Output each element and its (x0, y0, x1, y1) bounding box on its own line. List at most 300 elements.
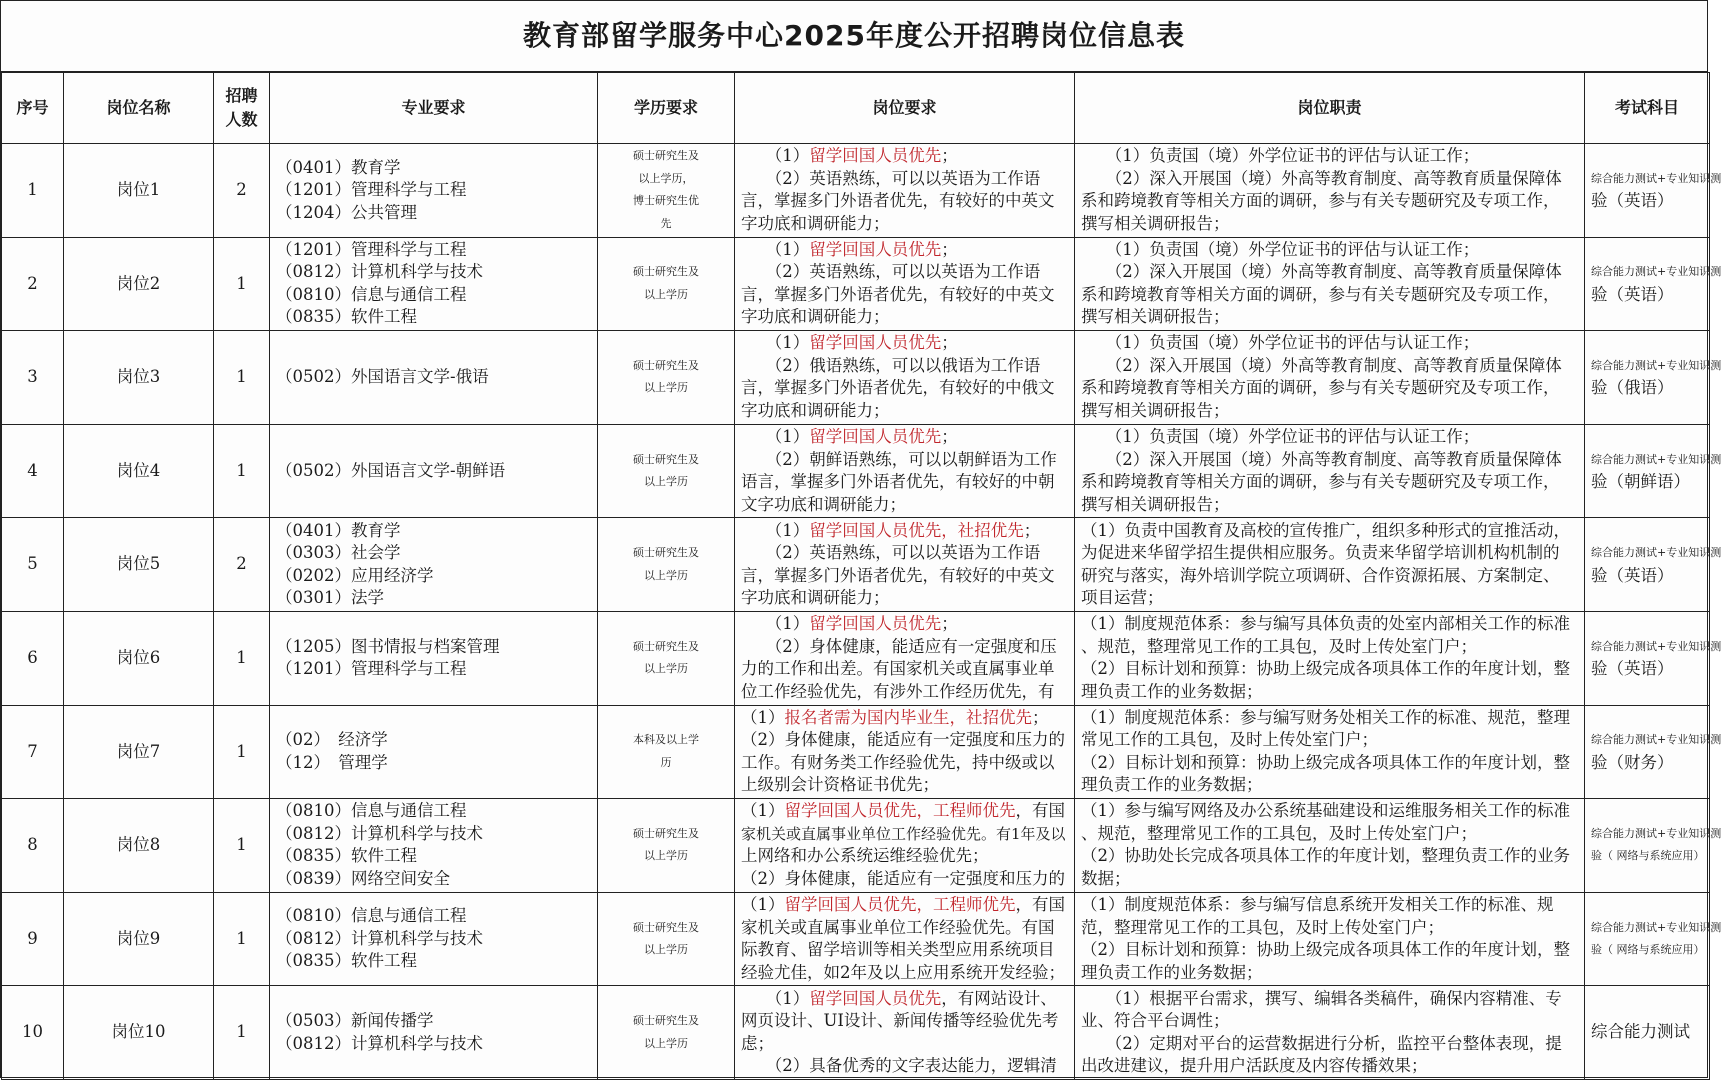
requirement-text: （2）英语熟练，可以以英语为工作语 (765, 168, 1041, 188)
requirement-line (741, 613, 1068, 636)
exam-line: 验（ 网络与系统应用） (1591, 943, 1705, 957)
cell-position-name: 岗位5 (64, 518, 214, 612)
exam-line: 综合能力测试+专业知识测 (1591, 171, 1721, 185)
requirement-text: 网页设计、UI设计、新闻传播等经验优先考 (741, 1011, 1059, 1031)
duty-line: （2）深入开展国（境）外高等教育制度、高等教育质量保障体 (1105, 449, 1562, 469)
duty-line: （2）深入开展国（境）外高等教育制度、高等教育质量保障体 (1105, 262, 1562, 282)
education-line: 先 (660, 216, 672, 230)
duty-line: 为促进来华留学招生提供相应服务。负责来华留学培训机构机制的 (1081, 543, 1560, 563)
cell-exam (1585, 611, 1721, 705)
cell-duties (1075, 237, 1585, 331)
duty-line: 出改进建议，提升用户活跃度及内容传播效果； (1081, 1056, 1428, 1076)
table-header-row (2, 73, 1710, 144)
cell-major (270, 144, 598, 238)
major-line: （0812）计算机科学与技术 (276, 1033, 483, 1053)
duty-line: 业、符合平台调性； (1081, 1011, 1230, 1031)
education-line: 硕士研究生及 (633, 826, 699, 840)
requirement-text: 字功底和调研能力； (741, 400, 890, 420)
duty-line: （2）深入开展国（境）外高等教育制度、高等教育质量保障体 (1105, 355, 1562, 375)
major-line: （0812）计算机科学与技术 (276, 823, 483, 843)
requirement-line (741, 565, 1068, 588)
requirement-highlight: 留学回国人员优先，工程师优先 (784, 801, 1016, 821)
duty-line: （1）负责中国教育及高校的宣传推广，组织多种形式的宣推活动， (1081, 520, 1570, 540)
requirement-line (741, 471, 1068, 494)
requirement-highlight: 留学回国人员优先 (809, 333, 942, 353)
header-req: 岗位要求 (735, 73, 1075, 144)
requirement-line (741, 658, 1068, 681)
duty-line: （2）目标计划和预算：协助上级完成各项具体工作的年度计划，整 (1081, 659, 1570, 679)
education-line: 以上学历 (644, 662, 688, 676)
requirement-text: 上网络和办公系统运维经验优先； (741, 846, 989, 866)
table-row (2, 705, 1710, 799)
requirement-text: （1） (741, 707, 785, 727)
requirement-line (741, 261, 1068, 284)
requirement-text: （2）身体健康，能适应有一定强度和压力的 (741, 868, 1065, 888)
cell-position-name: 岗位2 (64, 237, 214, 331)
major-line: （1201）管理科学与工程 (276, 180, 467, 200)
major-line: （0202）应用经济学 (276, 565, 434, 585)
requirement-text: ； (941, 146, 958, 166)
major-line: （0839）网络空间安全 (276, 868, 450, 888)
cell-major (270, 705, 598, 799)
requirement-line (741, 542, 1068, 565)
requirement-text: （1） (765, 520, 810, 540)
duty-line: （1）制度规范体系：参与编写信息系统开发相关工作的标准、规 (1081, 895, 1554, 915)
cell-position-name: 岗位10 (64, 986, 214, 1080)
exam-line: 验（英语） (1591, 659, 1674, 679)
major-line: （1205）图书情报与档案管理 (276, 636, 500, 656)
requirement-line (741, 449, 1068, 472)
requirement-text: 字功底和调研能力； (741, 213, 890, 233)
cell-education (598, 424, 735, 518)
requirement-text: 言，掌握多门外语者优先，有较好的中英文 (741, 284, 1055, 304)
table-row (2, 144, 1710, 238)
major-line: （0401）教育学 (276, 520, 401, 540)
page-title: 教育部留学服务中心2025年度公开招聘岗位信息表 (1, 1, 1707, 72)
requirement-text: （1） (765, 239, 810, 259)
cell-exam (1585, 144, 1721, 238)
requirement-line (741, 752, 1068, 775)
requirement-text: ； (941, 239, 958, 259)
cell-no: 2 (2, 237, 64, 331)
cell-duties (1075, 611, 1585, 705)
cell-requirements (735, 892, 1075, 986)
requirement-text: （1） (765, 146, 810, 166)
requirement-text: （1） (741, 801, 785, 821)
cell-major (270, 799, 598, 893)
cell-count: 1 (214, 424, 270, 518)
cell-count: 1 (214, 705, 270, 799)
cell-education (598, 986, 735, 1080)
cell-education (598, 144, 735, 238)
cell-requirements (735, 518, 1075, 612)
requirement-text: ； (941, 333, 958, 353)
exam-line: 验（朝鲜语） (1591, 472, 1690, 492)
cell-count: 1 (214, 611, 270, 705)
education-line: 本科及以上学 (633, 733, 699, 747)
duty-line: （2）目标计划和预算：协助上级完成各项具体工作的年度计划，整 (1081, 752, 1570, 772)
requirement-line (741, 707, 1068, 730)
exam-line: 验（ 网络与系统应用） (1591, 849, 1705, 863)
duty-line: （2）定期对平台的运营数据进行分析，监控平台整体表现，提 (1105, 1033, 1562, 1053)
major-line: （0503）新闻传播学 (276, 1011, 434, 1031)
cell-duties (1075, 799, 1585, 893)
major-line: （0810）信息与通信工程 (276, 906, 467, 926)
positions-table (1, 72, 1721, 1080)
cell-exam (1585, 892, 1721, 986)
requirement-highlight: 留学回国人员优先，社招优先 (809, 520, 1024, 540)
exam-line: 验（英语） (1591, 191, 1674, 211)
exam-line: 综合能力测试+专业知识测 (1591, 826, 1721, 840)
requirement-line (741, 800, 1068, 823)
education-line: 以上学历 (644, 381, 688, 395)
duty-line: （1）制度规范体系：参与编写财务处相关工作的标准、规范，整理 (1081, 707, 1570, 727)
table-row (2, 611, 1710, 705)
cell-duties (1075, 892, 1585, 986)
requirement-text: 位工作经验优先，有涉外工作经历优先，有 (741, 681, 1055, 701)
major-line: （1201）管理科学与工程 (276, 239, 467, 259)
duty-line: （1）制度规范体系：参与编写具体负责的处室内部相关工作的标准 (1081, 614, 1570, 634)
education-line: 硕士研究生及 (633, 639, 699, 653)
requirement-text: 言，掌握多门外语者优先，有较好的中英文 (741, 565, 1055, 585)
cell-major (270, 331, 598, 425)
requirement-text: 字功底和调研能力； (741, 588, 890, 608)
table-row (2, 237, 1710, 331)
exam-line: 综合能力测试+专业知识测 (1591, 733, 1721, 747)
requirement-line (741, 377, 1068, 400)
education-line: 以上学历 (644, 287, 688, 301)
requirement-line (741, 1010, 1068, 1033)
cell-duties (1075, 986, 1585, 1080)
header-exam: 考试科目 (1585, 73, 1710, 144)
exam-line: 综合能力测试+专业知识测 (1591, 546, 1721, 560)
duty-line: （2）深入开展国（境）外高等教育制度、高等教育质量保障体 (1105, 168, 1562, 188)
education-line: 以上学历 (644, 943, 688, 957)
requirement-line (741, 332, 1068, 355)
cell-count: 1 (214, 237, 270, 331)
requirement-text: ； (941, 427, 958, 447)
education-line: 硕士研究生及 (633, 265, 699, 279)
major-line: （0812）计算机科学与技术 (276, 928, 483, 948)
requirement-text: 语言，掌握多门外语者优先，有较好的中朝 (741, 472, 1055, 492)
cell-requirements (735, 424, 1075, 518)
cell-duties (1075, 705, 1585, 799)
cell-position-name: 岗位8 (64, 799, 214, 893)
duty-line: 、规范，整理常见工作的工具包，及时上传处室门户； (1081, 636, 1477, 656)
requirement-line (741, 400, 1068, 423)
cell-requirements (735, 799, 1075, 893)
header-no: 序号 (2, 73, 64, 144)
education-line: 以上学历， (638, 171, 694, 185)
exam-line: 综合能力测试 (1591, 1022, 1690, 1042)
duty-line: （2）协助处长完成各项具体工作的年度计划，整理负责工作的业务 (1081, 846, 1570, 866)
cell-position-name: 岗位9 (64, 892, 214, 986)
table-row (2, 518, 1710, 612)
requirement-line (741, 284, 1068, 307)
cell-education (598, 611, 735, 705)
requirement-text: ，有网站设计、 (941, 988, 1057, 1008)
major-line: （0835）软件工程 (276, 846, 417, 866)
requirement-line (741, 190, 1068, 213)
requirement-line (741, 868, 1068, 891)
cell-major (270, 518, 598, 612)
cell-major (270, 986, 598, 1080)
duty-line: 研究与落实，海外培训学院立项调研、合作资源拓展、方案制定、 (1081, 565, 1560, 585)
cell-position-name: 岗位6 (64, 611, 214, 705)
major-line: （02） 经济学 (276, 730, 388, 750)
requirement-line (741, 1033, 1068, 1056)
requirement-line (741, 239, 1068, 262)
cell-count: 1 (214, 892, 270, 986)
major-line: （0810）信息与通信工程 (276, 284, 467, 304)
duty-line: 系和跨境教育等相关方面的调研，参与有关专题研究及专项工作， (1081, 284, 1560, 304)
requirement-line (741, 845, 1068, 868)
education-line: 硕士研究生及 (633, 546, 699, 560)
requirement-line (741, 894, 1068, 917)
duty-line: （2）目标计划和预算：协助上级完成各项具体工作的年度计划，整 (1081, 940, 1570, 960)
requirement-highlight: 报名者需为国内毕业生，社招优先 (784, 707, 1032, 727)
duty-line: 理负责工作的业务数据； (1081, 681, 1263, 701)
major-line: （0301）法学 (276, 588, 384, 608)
exam-line: 综合能力测试+专业知识测 (1591, 358, 1721, 372)
requirement-line (741, 729, 1068, 752)
cell-count: 2 (214, 518, 270, 612)
cell-exam (1585, 705, 1721, 799)
cell-education (598, 331, 735, 425)
requirement-line (741, 355, 1068, 378)
duty-line: 项目运营； (1081, 588, 1164, 608)
requirement-text: 文字功底和调研能力； (741, 494, 906, 514)
requirement-text: 家机关或直属事业单位工作经验优先。有国 (741, 917, 1055, 937)
cell-exam (1585, 237, 1721, 331)
cell-requirements (735, 986, 1075, 1080)
major-line: （0835）软件工程 (276, 951, 417, 971)
cell-position-name: 岗位1 (64, 144, 214, 238)
requirement-highlight: 留学回国人员优先 (809, 427, 942, 447)
requirement-text: （1） (741, 895, 785, 915)
exam-line: 综合能力测试+专业知识测 (1591, 265, 1721, 279)
cell-major (270, 892, 598, 986)
cell-duties (1075, 518, 1585, 612)
requirement-line (741, 917, 1068, 940)
duty-line: （1）负责国（境）外学位证书的评估与认证工作； (1105, 239, 1480, 259)
requirement-line (741, 636, 1068, 659)
cell-no: 7 (2, 705, 64, 799)
requirement-text: 工作。有财务类工作经验优先，持中级或以 (741, 752, 1055, 772)
major-line: （1204）公共管理 (276, 202, 417, 222)
cell-count: 2 (214, 144, 270, 238)
requirement-text: 言，掌握多门外语者优先，有较好的中俄文 (741, 378, 1055, 398)
cell-exam (1585, 424, 1721, 518)
cell-no: 3 (2, 331, 64, 425)
requirement-line (741, 494, 1068, 517)
requirement-line (741, 1055, 1068, 1078)
cell-major (270, 237, 598, 331)
requirement-text: 经验尤佳，如2年及以上应用系统开发经验； (741, 962, 1065, 982)
cell-requirements (735, 237, 1075, 331)
requirement-line (741, 681, 1068, 704)
duty-line: 、规范，整理常见工作的工具包，及时上传处室门户； (1081, 823, 1477, 843)
requirement-text: （1） (765, 988, 810, 1008)
cell-major (270, 611, 598, 705)
cell-no: 10 (2, 986, 64, 1080)
education-line: 以上学历 (644, 568, 688, 582)
cell-major (270, 424, 598, 518)
requirement-highlight: 留学回国人员优先 (809, 146, 942, 166)
requirement-line (741, 145, 1068, 168)
education-line: 硕士研究生及 (633, 452, 699, 466)
duty-line: （1）负责国（境）外学位证书的评估与认证工作； (1105, 427, 1480, 447)
exam-line: 验（英语） (1591, 565, 1674, 585)
requirement-highlight: 留学回国人员优先，工程师优先 (784, 895, 1016, 915)
major-line: （0502）外国语言文学-朝鲜语 (276, 460, 506, 480)
cell-requirements (735, 705, 1075, 799)
requirement-line (741, 774, 1068, 797)
cell-exam (1585, 518, 1721, 612)
cell-no: 6 (2, 611, 64, 705)
cell-exam (1585, 799, 1721, 893)
requirement-line (741, 426, 1068, 449)
education-line: 以上学历 (644, 849, 688, 863)
cell-no: 5 (2, 518, 64, 612)
table-row (2, 331, 1710, 425)
cell-position-name: 岗位3 (64, 331, 214, 425)
duty-line: 系和跨境教育等相关方面的调研，参与有关专题研究及专项工作， (1081, 472, 1560, 492)
requirement-text: 字功底和调研能力； (741, 307, 890, 327)
cell-education (598, 892, 735, 986)
requirement-text: （2）身体健康，能适应有一定强度和压 (765, 636, 1057, 656)
duty-line: 理负责工作的业务数据； (1081, 775, 1263, 795)
duty-line: 理负责工作的业务数据； (1081, 962, 1263, 982)
requirement-line (741, 823, 1068, 846)
requirement-text: 家机关或直属事业单位工作经验优先。有1年及以 (741, 824, 1066, 843)
requirement-line (741, 306, 1068, 329)
requirement-text: ，有国 (1015, 801, 1065, 821)
table-row (2, 799, 1710, 893)
major-line: （12） 管理学 (276, 752, 388, 772)
cell-education (598, 518, 735, 612)
cell-exam (1585, 331, 1721, 425)
duty-line: 常见工作的工具包，及时上传处室门户； (1081, 730, 1378, 750)
header-count: 招聘人数 (214, 73, 270, 144)
table-row (2, 892, 1710, 986)
education-line: 历 (660, 755, 672, 769)
cell-count: 1 (214, 799, 270, 893)
major-line: （0502）外国语言文学-俄语 (276, 367, 489, 387)
exam-line: 综合能力测试+专业知识测 (1591, 452, 1721, 466)
requirement-line (741, 988, 1068, 1011)
cell-no: 4 (2, 424, 64, 518)
cell-exam (1585, 986, 1710, 1080)
duty-line: 撰写相关调研报告； (1081, 494, 1230, 514)
cell-count: 1 (214, 331, 270, 425)
exam-line: 综合能力测试+专业知识测 (1591, 639, 1721, 653)
major-line: （0401）教育学 (276, 157, 401, 177)
cell-position-name: 岗位4 (64, 424, 214, 518)
exam-line: 验（财务） (1591, 752, 1674, 772)
education-line: 硕士研究生及 (633, 1014, 699, 1028)
exam-line: 验（俄语） (1591, 378, 1674, 398)
requirement-text: 上级别会计资格证书优先； (741, 775, 939, 795)
requirement-highlight: 留学回国人员优先 (809, 239, 942, 259)
major-line: （1201）管理科学与工程 (276, 659, 467, 679)
duty-line: 范，整理常见工作的工具包，及时上传处室门户； (1081, 917, 1444, 937)
education-line: 以上学历 (644, 475, 688, 489)
requirement-text: 际教育、留学培训等相关类型应用系统项目 (741, 940, 1055, 960)
cell-education (598, 237, 735, 331)
cell-duties (1075, 331, 1585, 425)
requirement-text: （2）身体健康，能适应有一定强度和压力的 (741, 730, 1065, 750)
education-line: 硕士研究生及 (633, 149, 699, 163)
major-line: （0303）社会学 (276, 543, 401, 563)
header-name: 岗位名称 (64, 73, 214, 144)
duty-line: 数据； (1081, 868, 1131, 888)
major-line: （0812）计算机科学与技术 (276, 262, 483, 282)
requirement-text: （2）朝鲜语熟练，可以以朝鲜语为工作 (765, 449, 1057, 469)
major-line: （0810）信息与通信工程 (276, 801, 467, 821)
education-line: 博士研究生优 (633, 194, 699, 208)
education-line: 硕士研究生及 (633, 358, 699, 372)
education-line: 硕士研究生及 (633, 920, 699, 934)
cell-count: 1 (214, 986, 270, 1080)
requirement-text: （2）具备优秀的文字表达能力，逻辑清 (765, 1056, 1057, 1076)
table-row (2, 424, 1710, 518)
requirement-highlight: 留学回国人员优先 (809, 988, 942, 1008)
exam-line: 综合能力测试+专业知识测 (1591, 920, 1721, 934)
major-line: （0835）软件工程 (276, 307, 417, 327)
cell-requirements (735, 331, 1075, 425)
header-edu: 学历要求 (598, 73, 735, 144)
duty-line: （1）负责国（境）外学位证书的评估与认证工作； (1105, 333, 1480, 353)
header-duty: 岗位职责 (1075, 73, 1585, 144)
requirement-text: （1） (765, 333, 810, 353)
cell-duties (1075, 144, 1585, 238)
requirement-text: 虑； (741, 1033, 774, 1053)
requirement-text: （1） (765, 427, 810, 447)
requirement-highlight: 留学回国人员优先 (809, 614, 942, 634)
header-major: 专业要求 (270, 73, 598, 144)
cell-requirements (735, 611, 1075, 705)
duty-line: （1）负责国（境）外学位证书的评估与认证工作； (1105, 146, 1480, 166)
requirement-text: （2）英语熟练，可以以英语为工作语 (765, 262, 1041, 282)
cell-no: 9 (2, 892, 64, 986)
cell-education (598, 799, 735, 893)
requirement-line (741, 939, 1068, 962)
duty-line: 撰写相关调研报告； (1081, 307, 1230, 327)
requirement-line (741, 520, 1068, 543)
requirement-line (741, 168, 1068, 191)
duty-line: （1）参与编写网络及办公系统基础建设和运维服务相关工作的标准 (1081, 801, 1570, 821)
requirement-line (741, 587, 1068, 610)
requirement-line (741, 962, 1068, 985)
duty-line: 系和跨境教育等相关方面的调研，参与有关专题研究及专项工作， (1081, 378, 1560, 398)
requirement-text: （2）英语熟练，可以以英语为工作语 (765, 543, 1041, 563)
exam-line: 验（英语） (1591, 284, 1674, 304)
requirement-text: ； (1023, 520, 1041, 540)
requirement-text: 力的工作和出差。有国家机关或直属事业单 (741, 659, 1055, 679)
requirement-text: ； (941, 614, 958, 634)
requirement-text: ，有国 (1015, 895, 1065, 915)
requirement-text: ； (1032, 707, 1049, 727)
table-row (2, 986, 1710, 1080)
education-line: 以上学历 (644, 1036, 688, 1050)
duty-line: 撰写相关调研报告； (1081, 400, 1230, 420)
cell-no: 1 (2, 144, 64, 238)
cell-education (598, 705, 735, 799)
requirement-text: 言，掌握多门外语者优先，有较好的中英文 (741, 191, 1055, 211)
cell-position-name: 岗位7 (64, 705, 214, 799)
requirement-text: （2）俄语熟练，可以以俄语为工作语 (765, 355, 1041, 375)
